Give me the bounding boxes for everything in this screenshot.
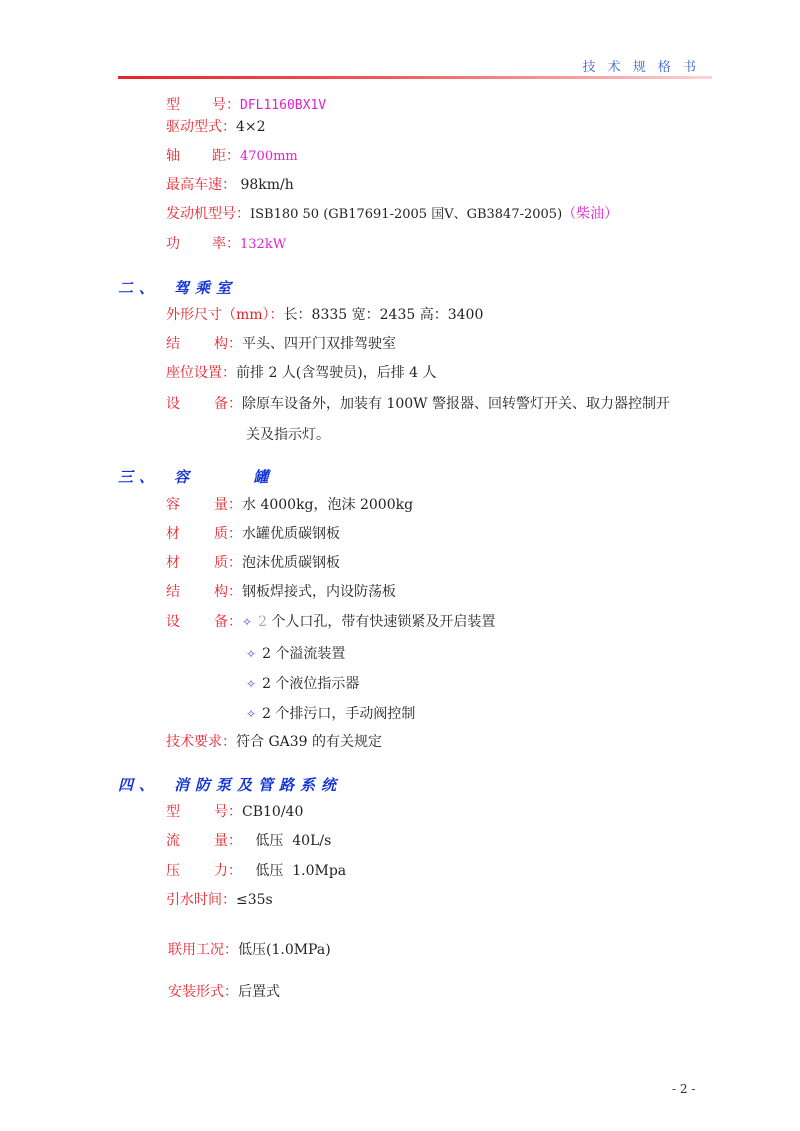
pump-model-label: 型 号： xyxy=(166,804,242,820)
diamond-bullet-icon: ✧ xyxy=(242,615,253,629)
tank-equipment-item: 个溢流装置 xyxy=(270,646,346,662)
cab-seating-label: 座位设置： xyxy=(166,365,236,381)
cab-seating-value: 前排 2 人(含驾驶员)，后排 4 人 xyxy=(236,365,437,381)
cab-seating-row xyxy=(166,364,437,382)
max-speed-row xyxy=(166,176,294,194)
tank-material-water-label: 材 质： xyxy=(166,526,242,542)
engine-model-row xyxy=(166,205,618,224)
tank-tech-requirement-value: 符合 GA39 的有关规定 xyxy=(236,734,383,750)
page-header xyxy=(118,56,712,80)
tank-material-water-row xyxy=(166,525,340,543)
pump-mounting-value: 后置式 xyxy=(238,984,280,1000)
diamond-bullet-icon: ✧ xyxy=(246,647,257,661)
pump-mounting-label: 安装形式： xyxy=(168,984,238,1000)
pump-suction-time-label: 引水时间： xyxy=(166,892,236,908)
equipment-item-count: 2 xyxy=(262,706,271,722)
tank-equipment-item-row xyxy=(246,643,345,663)
tank-capacity-value: 水 4000kg，泡沫 2000kg xyxy=(242,497,414,513)
drive-type-label: 驱动型式： xyxy=(166,119,236,135)
cab-dimensions-value: 长：8335 宽：2435 高：3400 xyxy=(283,307,484,323)
pump-flow-row xyxy=(166,832,331,850)
power-row xyxy=(166,235,286,254)
tank-equipment-item: 个人口孔，带有快速锁紧及开启装置 xyxy=(266,614,496,630)
chassis-model-row xyxy=(166,96,326,115)
chassis-model-label: 型 号： xyxy=(166,97,240,113)
engine-model-label: 发动机型号： xyxy=(166,206,250,222)
pump-combined-condition-value: 低压(1.0MPa) xyxy=(238,942,331,958)
tank-equipment-item-row xyxy=(246,673,359,693)
section-heading-tank: 三、 容 罐 xyxy=(118,468,287,486)
cab-equipment-value-line1: 除原车设备外，加装有 100W 警报器、回转警灯开关、取力器控制开 xyxy=(242,396,671,412)
cab-structure-label: 结 构： xyxy=(166,336,242,352)
tank-material-foam-value: 泡沫优质碳钢板 xyxy=(242,555,340,571)
pump-suction-time-row xyxy=(166,891,273,909)
pump-pressure-label: 压 力： xyxy=(166,863,242,879)
tank-equipment-item-row xyxy=(246,703,415,723)
tank-tech-requirement-label: 技术要求： xyxy=(166,734,236,750)
equipment-item-count: 2 xyxy=(262,676,271,692)
tank-equipment-item: 个排污口，手动阀控制 xyxy=(270,706,416,722)
tank-capacity-label: 容 量： xyxy=(166,497,242,513)
tank-structure-label: 结 构： xyxy=(166,584,242,600)
section-heading-cab: 二、 驾乘室 xyxy=(118,279,238,297)
pump-pressure-row xyxy=(166,862,346,880)
power-label: 功 率： xyxy=(166,236,240,252)
pump-model-value: CB10/40 xyxy=(242,804,304,820)
tank-equipment-row xyxy=(166,613,495,631)
engine-fuel-value: （柴油） xyxy=(562,206,619,222)
cab-dimensions-label: 外形尺寸（mm）： xyxy=(166,307,284,323)
equipment-item-count: 2 xyxy=(262,646,271,662)
power-value: 132kW xyxy=(240,237,287,252)
drive-type-value: 4×2 xyxy=(236,119,266,135)
tank-material-foam-label: 材 质： xyxy=(166,555,242,571)
pump-flow-value: 低压 40L/s xyxy=(242,833,332,849)
cab-dimensions-row xyxy=(166,306,483,324)
equipment-item-count: 2 xyxy=(258,614,267,630)
diamond-bullet-icon: ✧ xyxy=(246,707,257,721)
tank-equipment-item: 个液位指示器 xyxy=(270,676,360,692)
tank-material-water-value: 水罐优质碳钢板 xyxy=(242,526,340,542)
header-rule xyxy=(118,76,712,79)
cab-structure-row xyxy=(166,335,396,353)
tank-tech-requirement-row xyxy=(166,733,382,751)
max-speed-value: 98km/h xyxy=(236,177,294,193)
pump-combined-condition-label: 联用工况： xyxy=(168,942,238,958)
tank-structure-value: 钢板焊接式，内设防荡板 xyxy=(242,584,396,600)
engine-model-value: ISB180 50 (GB17691-2005 国Ⅴ、GB3847-2005) xyxy=(250,207,563,222)
tank-structure-row xyxy=(166,583,396,601)
cab-equipment-row xyxy=(166,395,670,413)
cab-equipment-value-line2: 关及指示灯。 xyxy=(246,427,330,443)
wheelbase-value: 4700mm xyxy=(240,149,298,164)
tank-capacity-row xyxy=(166,496,413,514)
cab-equipment-label: 设 备： xyxy=(166,396,242,412)
pump-model-row xyxy=(166,803,303,821)
max-speed-label: 最高车速： xyxy=(166,177,236,193)
tank-material-foam-row xyxy=(166,554,340,572)
wheelbase-row xyxy=(166,147,298,166)
page-number: - 2 - xyxy=(672,1082,696,1096)
drive-type-row xyxy=(166,118,266,136)
cab-equipment-row-continued xyxy=(246,424,330,444)
pump-combined-condition-row xyxy=(168,941,331,959)
diamond-bullet-icon: ✧ xyxy=(246,677,257,691)
pump-flow-label: 流 量： xyxy=(166,833,242,849)
tank-equipment-label: 设 备： xyxy=(166,614,242,630)
chassis-model-value: DFL1160BX1V xyxy=(240,98,327,113)
header-title: 技 术 规 格 书 xyxy=(582,60,700,75)
section-heading-pump: 四、 消防泵及管路系统 xyxy=(118,776,343,794)
wheelbase-label: 轴 距： xyxy=(166,148,240,164)
cab-structure-value: 平头、四开门双排驾驶室 xyxy=(242,336,396,352)
pump-pressure-value: 低压 1.0Mpa xyxy=(242,863,347,879)
pump-suction-time-value: ≤35s xyxy=(236,892,273,908)
pump-mounting-row xyxy=(168,983,280,1001)
